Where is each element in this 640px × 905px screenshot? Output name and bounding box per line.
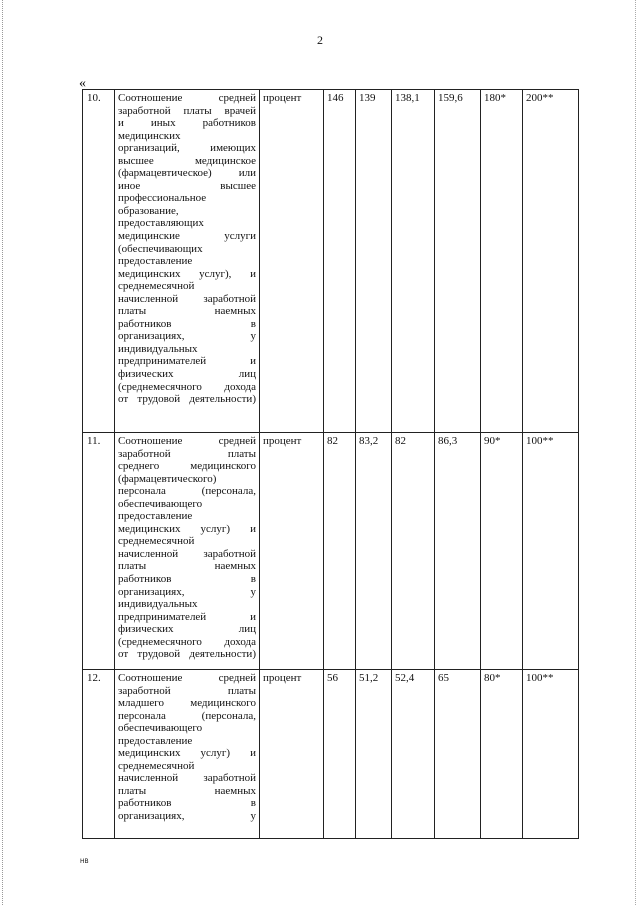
description-line: (обеспечивающих [118, 242, 203, 255]
description-line: персонала (персонала, [118, 709, 256, 722]
description-line: младшего медицинского [118, 697, 256, 710]
row-number: 12. [83, 670, 115, 839]
unit-cell: процент [260, 433, 324, 670]
description-line: Соотношение средней [118, 92, 256, 104]
description-line: медицинских [118, 129, 181, 142]
value-cell: 100** [523, 433, 579, 670]
description-line: предпринимателей и [118, 355, 256, 368]
value-cell: 83,2 [356, 433, 392, 670]
description-line: организациях, у [118, 330, 256, 343]
scan-edge-left [2, 0, 4, 905]
value-cell: 80* [481, 670, 523, 839]
row-number: 11. [83, 433, 115, 670]
description-line: работников в [118, 797, 256, 810]
description-line: работников в [118, 573, 256, 586]
description-line: предоставляющих [118, 217, 204, 230]
scan-edge-right [635, 0, 637, 905]
opening-quote: « [79, 76, 86, 91]
description-line: медицинские услуги [118, 230, 256, 243]
description-line: предоставление [118, 510, 193, 523]
footer-mark: НВ [80, 858, 89, 865]
value-cell: 56 [324, 670, 356, 839]
description-line: заработной платы [118, 684, 256, 697]
description-line: от трудовой деятельности) [118, 393, 256, 406]
unit-cell: процент [260, 90, 324, 433]
description-line: персонала (персонала, [118, 485, 256, 498]
description-line: предпринимателей и [118, 610, 256, 623]
description-line: от трудовой деятельности) [118, 648, 256, 661]
description-line: высшее медицинское [118, 154, 256, 167]
value-cell: 180* [481, 90, 523, 433]
value-cell: 82 [324, 433, 356, 670]
description-line: организациях, у [118, 810, 256, 823]
description-line: заработной платы врачей [118, 104, 256, 117]
description-line: платы наемных [118, 784, 256, 797]
description-line: (среднемесячного дохода [118, 380, 256, 393]
description-line: Соотношение средней [118, 435, 256, 447]
value-cell: 139 [356, 90, 392, 433]
row-number: 10. [83, 90, 115, 433]
description-line: индивидуальных [118, 342, 198, 355]
description-line: предоставление [118, 734, 193, 747]
indicators-table [82, 89, 579, 839]
description-line: среднего медицинского [118, 460, 256, 473]
description-line: медицинских услуг), и [118, 267, 256, 280]
value-cell: 138,1 [392, 90, 435, 433]
description-line: платы наемных [118, 560, 256, 573]
description-line: начисленной заработной [118, 292, 256, 305]
value-cell: 146 [324, 90, 356, 433]
page-number: 2 [317, 33, 323, 47]
description-line: иное высшее [118, 179, 256, 192]
description-line: начисленной заработной [118, 547, 256, 560]
description-line: платы наемных [118, 305, 256, 318]
description-line: предоставление [118, 255, 193, 268]
description-line: (среднемесячного дохода [118, 635, 256, 648]
indicator-description [115, 90, 260, 433]
value-cell: 65 [435, 670, 481, 839]
table-row [83, 670, 579, 839]
indicator-description [115, 433, 260, 670]
description-line: среднемесячной [118, 759, 195, 772]
value-cell: 100** [523, 670, 579, 839]
description-line: обеспечивающего [118, 497, 203, 510]
description-line: физических лиц [118, 368, 256, 381]
indicator-description [115, 670, 260, 839]
description-line: и иных работников [118, 117, 256, 130]
description-line: медицинских услуг) и [118, 522, 256, 535]
value-cell: 90* [481, 433, 523, 670]
description-line: физических лиц [118, 623, 256, 636]
description-line: Соотношение средней [118, 672, 256, 684]
value-cell: 82 [392, 433, 435, 670]
value-cell: 200** [523, 90, 579, 433]
table-row [83, 433, 579, 670]
description-line: работников в [118, 317, 256, 330]
description-line: индивидуальных [118, 598, 198, 611]
value-cell: 159,6 [435, 90, 481, 433]
description-line: (фармацевтического) [118, 472, 217, 485]
description-line: образование, [118, 204, 179, 217]
description-line: организациях, у [118, 585, 256, 598]
description-line: заработной платы [118, 447, 256, 460]
value-cell: 86,3 [435, 433, 481, 670]
value-cell: 51,2 [356, 670, 392, 839]
description-line: среднемесячной [118, 280, 195, 293]
description-line: обеспечивающего [118, 722, 203, 735]
description-line: (фармацевтическое) или [118, 167, 256, 180]
unit-cell: процент [260, 670, 324, 839]
value-cell: 52,4 [392, 670, 435, 839]
table-row [83, 90, 579, 433]
description-line: медицинских услуг) и [118, 747, 256, 760]
description-line: профессиональное [118, 192, 207, 205]
description-line: организаций, имеющих [118, 142, 256, 155]
description-line: начисленной заработной [118, 772, 256, 785]
description-line: среднемесячной [118, 535, 195, 548]
